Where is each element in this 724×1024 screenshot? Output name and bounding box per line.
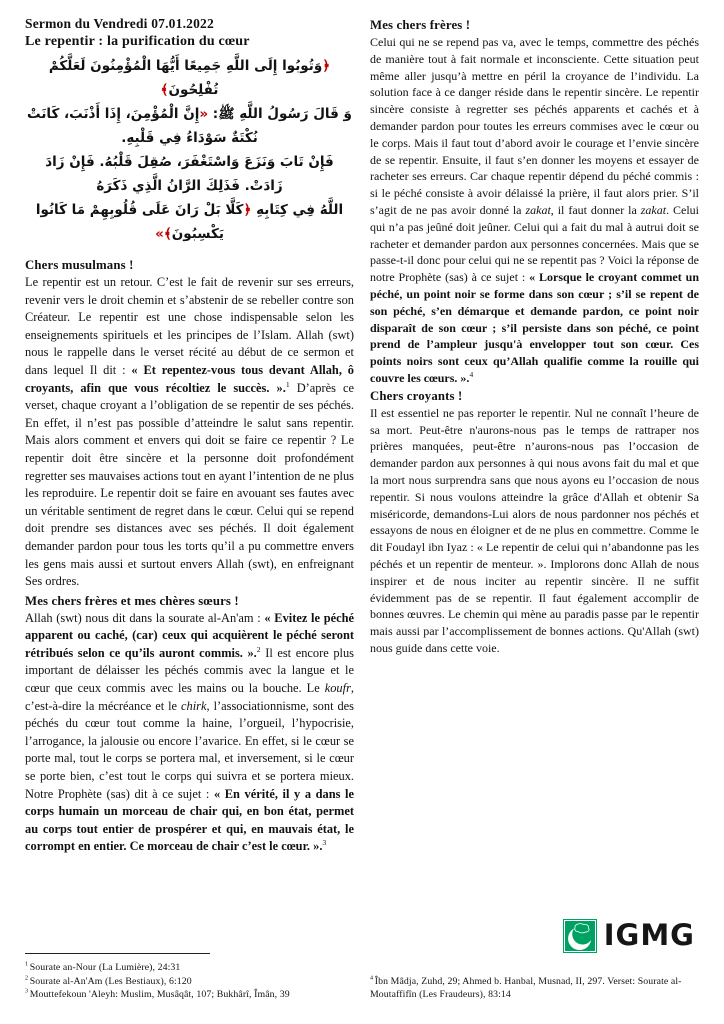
footnote-1: $^1$ Sourate an-Nour (La Lumière), 24:31 xyxy=(25,961,181,974)
heading-chers-croyants: Chers croyants ! xyxy=(370,388,463,403)
arabic-quote-block xyxy=(25,54,354,246)
date-line: Sermon du Vendredi 07.01.2022 xyxy=(25,16,214,31)
left-footnotes xyxy=(25,953,354,1002)
heading-chers-freres: Mes chers frères ! xyxy=(370,18,471,32)
right-column xyxy=(370,16,699,1002)
arabic-line-4: اللَّهُ فِي كِتَابِهِ ﴿كَلَّا بَلْ رَانَ عَلَى قُلُوبِهِمْ مَا كَانُوا يَكْسِبُونَ﴾» xyxy=(35,202,344,242)
paragraph-ne-pas-reporter: Il est essentiel ne pas reporter le repentir. Nul ne connaît l’heure de sa mort. Peut-être n'aurons-nous pas le temps de rattraper nos prières manquées, peut-être n’aurons-nous pas l’occasion de demander pardon aux personnes à qui nous avons fait du mal et que la mort nous surprendra sans que nous ayons eu l’occasion de nous repentir. Si nous voulons atteindre la grâce d'Allah et obtenir Sa miséricorde, demandons-Lui alors de nous pardonner nos péchés et essayons de nous en éloigner et de ne plus en commettre. Comme le dit Foudayl ibn Iyaz : « Le repentir de celui qui n’abandonne pas les péchés et un repentir de menteur. ». Implorons donc Allah de nous inspirer et de nous inciter au repentir sincère. Il ne suffit évidemment pas de se repentir. Il faut également accomplir de bonnes œuvres. Le chemin qui mène au paradis passe par le repentir mais aussi par l’accomplissement de bonnes actions. Qu'Allah (swt) nous guide dans cette voie. xyxy=(370,405,699,655)
arabic-line-3: فَإِنْ تَابَ وَنَزَعَ وَاسْتَغْفَرَ، صُقِلَ قَلْبُهُ. فَإِنْ زَادَ زَادَتْ. فَذَلِكَ الرَّانُ الَّذِي ذَكَرَهُ xyxy=(45,154,334,194)
left-column xyxy=(25,16,354,1002)
doc-title: Le repentir : la purification du cœur xyxy=(25,34,250,49)
igmg-wordmark: IGMG xyxy=(603,918,695,953)
footnote-separator xyxy=(25,953,210,954)
crescent-globe-icon xyxy=(563,919,597,953)
paragraph-peches-du-coeur: Allah (swt) nous dit dans la sourate al-An'am : « Evitez le péché apparent ou caché, (car) ceux qui acquièrent le péché seront rétribués selon ce qu’ils auront commis. ».$^2$ Il est encore plus important de délaisser les péchés commis avec la langue et le cœur que ceux commis avec les mains ou la bouche. Le koufr, c’est-à-dire la mécréance et le chirk, l’associationnisme, sont des péchés du cœur tout comme la haine, l’orgueil, l’hypocrisie, l’arrogance, la jalousie ou encore l’avarice. En effet, si le cœur se porte mal, tout le corps se portera mal, et inversement, si le cœur se porte bien, c’est tout le corps qui suivra et se portera mieux. Notre Prophète (sas) dit à ce sujet : « En vérité, il y a dans le corps humain un morceau de chair qui, en bon état, permet au corps tout entier de prospérer et qui, en mauvais état, le corrompt en entier. Ce morceau de chair c’est le cœur. ».$^3$ xyxy=(25,610,354,854)
arabic-line-1: ﴿وَتُوبُوا إِلَى اللَّهِ جَمِيعًا أَيُّهَا الْمُؤْمِنُونَ لَعَلَّكُمْ تُفْلِحُونَ﴾ xyxy=(48,58,331,98)
footnote-4: $^4$ Îbn Mâdja, Zuhd, 29; Ahmed b. Hanbal, Musnad, II, 297. Verset: Sourate al-Moutaffifîn (Les Fraudeurs), 83:14 xyxy=(370,975,682,1001)
footnote-2: $^2$ Sourate al-An'Am (Les Bestiaux), 6:120 xyxy=(25,975,192,987)
right-column-content xyxy=(370,16,699,657)
paragraph-repentir-sincere: Celui qui ne se repend pas va, avec le temps, commettre des péchés de manière tout à fait normale et inconsciente. Cette situation peut même aller jusqu’à mettre en péril la croyance de l’individu. La solution face à ce danger réside dans le repentir sincère. Le repentir sincère consiste à regretter ses péchés apparents et cachés et à demander pardon pour toutes les erreurs commises avec le cœur ou le corps. Mais il faut tout d’abord avoir le courage et l’envie sincère de se repentir. Ensuite, il faut s’en donner les moyens et essayer de racheter ses erreurs. Car chaque repentir dépend du péché commis : si le péché consiste à avoir délaissé la prière, il faut alors prier. S’il s’agit de ne pas avoir donné la zakat, il faut donner la zakat. Celui qui n’a pas jeûné doit jeûner. Celui qui a fait du mal à autrui doit se racheter et demander pardon aux personnes concernées. Mais que se passe-t-il donc pour celui qui ne se repentit pas ? Voici la réponse de notre Prophète (sas) à ce sujet : « Lorsque le croyant commet un péché, un point noir se forme dans son cœur ; s’il se repent de son péché, s’en démarque et demande pardon, ce point noir disparaît de son cœur ; s’il persiste dans son péché, ce point prend de l’ampleur jusqu'à envelopper tout son cœur. Ces points noirs sont ceux qu’Allah qualifie comme la rouille qui couvre les cœurs. ».$^4$ xyxy=(370,35,699,385)
footnote-3: $^3$ Mouttefekoun 'Aleyh: Muslim, Musâqât, 107; Bukhârî, Îmân, 39 xyxy=(25,989,290,1001)
left-column-content xyxy=(25,16,354,856)
igmg-logo xyxy=(370,919,695,953)
paragraph-repentir-retour: Le repentir est un retour. C’est le fait de revenir sur ses erreurs, revenir vers le droit chemin et s’abstenir de se rebeller contre son Créateur. Le repentir est une chose indispensable selon les enseignements spirituels et les principes de l’Islam. Allah (swt) nous le rappelle dans le verset récité au début de ce sermon et dans lequel Il dit : « Et repentez-vous tous devant Allah, ô croyants, afin que vous récoltiez le succès. ».$^1$ D’après ce verset, chaque croyant a l’obligation de se repentir de ses péchés. En effet, il n’est pas possible d’atteindre le salut sans repentir. Mais alors comment et envers qui doit se faire ce repentir ? Le repentir doit être sincère et la personne doit profondément regretter ses mauvaises actions tout en ayant l’intention de ne plus les reproduire. Le repentir doit se faire en avouant ses fautes avec un véritable sentiment de regret dans le cœur. Celui qui se repend doit prendre ses distances avec ses péchés. Il doit également demander pardon pour tous les torts qu’il a pu commettre envers les gens mais aussi et surtout envers Allah (swt), en enfreignant Ses ordres. xyxy=(25,275,354,589)
heading-freres-et-soeurs: Mes chers frères et mes chères sœurs ! xyxy=(25,593,239,608)
arabic-line-2: وَ قَالَ رَسُولُ اللَّهِ ﷺ: «إِنَّ الْمُؤْمِنَ، إِذَا أَذْنَبَ، كَانَتْ نُكْتَةٌ سَوْدَاءُ فِي قَلْبِهِ. xyxy=(27,106,352,146)
heading-chers-musulmans: Chers musulmans ! xyxy=(25,258,134,272)
right-bottom-block xyxy=(370,919,699,1002)
